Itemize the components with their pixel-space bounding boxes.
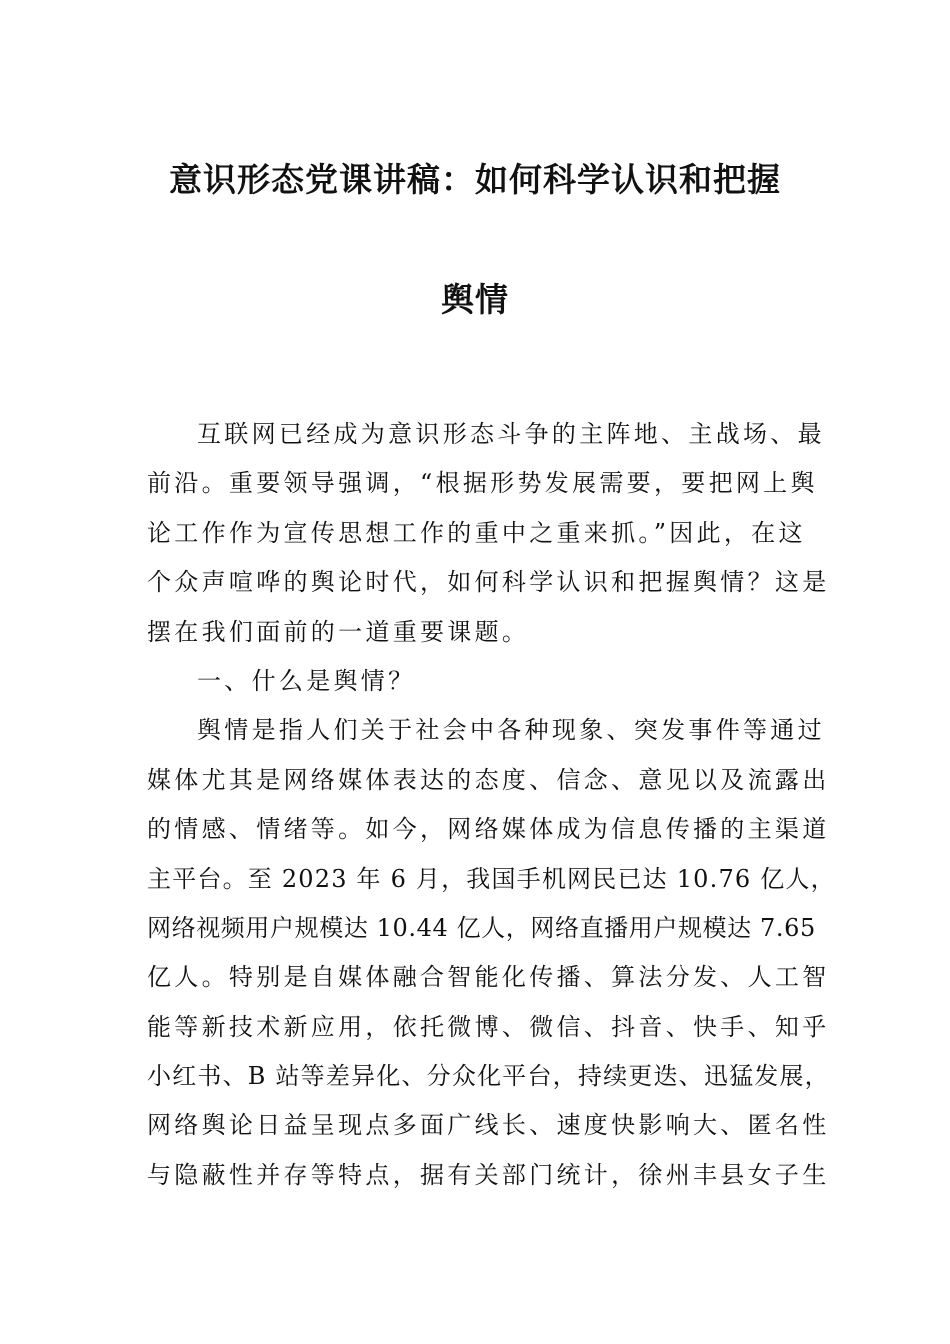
document-body (147, 410, 836, 1200)
paragraph-line: 舆情是指人们关于社会中各种现象、突发事件等通过 (197, 716, 825, 745)
paragraph-line: 网络视频用户规模达 10.44 亿人，网络直播用户规模达 7.65 (147, 913, 816, 942)
paragraph-line: 与隐蔽性并存等特点，据有关部门统计，徐州丰县女子生 (147, 1160, 830, 1189)
paragraph-line: 论工作作为宣传思想工作的重中之重来抓。”因此，在这 (147, 518, 806, 547)
paragraph-line: 媒体尤其是网络媒体表达的态度、信念、意见以及流露出 (147, 765, 830, 794)
paragraph-line: 个众声喧哗的舆论时代，如何科学认识和把握舆情？这是 (147, 568, 830, 597)
paragraph-line: 摆在我们面前的一道重要课题。 (147, 617, 530, 646)
paragraph-line: 网络舆论日益呈现点多面广线长、速度快影响大、匿名性 (147, 1111, 830, 1140)
document-title-line-1: 意识形态党课讲稿：如何科学认识和把握 (169, 160, 781, 199)
paragraph-line: 的情感、情绪等。如今，网络媒体成为信息传播的主渠道 (147, 815, 830, 844)
paragraph-line: 主平台。至 2023 年 6 月，我国手机网民已达 10.76 亿人， (147, 864, 836, 893)
paragraph-line: 能等新技术新应用，依托微博、微信、抖音、快手、知乎 (147, 1012, 830, 1041)
section-heading: 一、什么是舆情？ (197, 666, 416, 695)
document-title-line-2: 舆情 (441, 280, 509, 319)
paragraph-line: 前沿。重要领导强调，“根据形势发展需要，要把网上舆 (147, 469, 818, 498)
paragraph-line: 互联网已经成为意识形态斗争的主阵地、主战场、最 (197, 420, 825, 448)
paragraph-line: 亿人。特别是自媒体融合智能化传播、算法分发、人工智 (147, 963, 830, 992)
paragraph-line: 小红书、B 站等差异化、分众化平台，持续更迭、迅猛发展， (147, 1062, 830, 1091)
